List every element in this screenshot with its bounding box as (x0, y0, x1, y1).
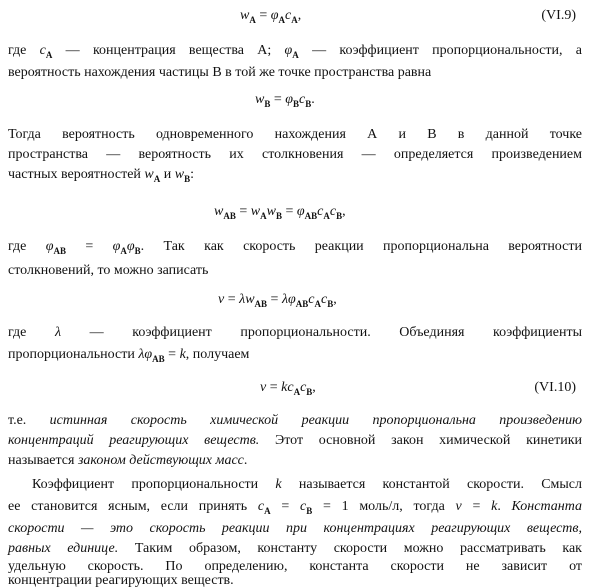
paragraph-line: пространства — вероятность их столкновения — определяется произведением (8, 147, 582, 162)
paragraph-line: концентрации реагирующих веществ. (8, 573, 234, 588)
paragraph-line: называется законом действующих масс. (8, 453, 248, 468)
equation-number-VI10: (VI.10) (534, 380, 576, 395)
paragraph-line: где λ — коэффициент пропорциональности. Объединяя коэффициенты (8, 325, 582, 340)
paragraph-line: где $\varphi_{AB} = \varphi_A\varphi_B$. Так как скорость реакции пропорциональна вероятности (8, 239, 582, 256)
paragraph-line: удельную скорость. По определению, константа скорости не зависит от (8, 559, 582, 574)
paragraph-line: вероятность нахождения частицы В в той же точке пространства равна (8, 65, 432, 80)
equation-number-VI9: (VI.9) (541, 8, 576, 23)
paragraph-line: пропорциональности $\lambda\varphi_{AB} = k$, получаем (8, 347, 250, 364)
paragraph-line: Тогда вероятность одновременного нахождения А и В в данной точке (8, 127, 582, 142)
paragraph-line: Коэффициент пропорциональности k называется константой скорости. Смысл (32, 477, 582, 492)
equation-wAB: $w_{AB} = w_Aw_B = \varphi_{AB}c_Ac_B$, (214, 204, 346, 221)
paragraph-line: ее становится ясным, если принять $c_A = c_B = 1$ моль/л, тогда v = k. Константа (8, 499, 582, 516)
paragraph-line: концентраций реагирующих веществ. Этот основной закон химической кинетики (8, 433, 582, 448)
paragraph-line: частных вероятностей $w_A$ и $w_B$: (8, 167, 194, 184)
paragraph-line: где $c_A$ — концентрация вещества А; $\varphi_A$ — коэффициент пропорциональности, а (8, 43, 583, 60)
equation-rate-lambda: $v = \lambda w_{AB} = \lambda\varphi_{AB}c_Ac_B$, (218, 292, 337, 309)
equation-wA: $w_A = \varphi_Ac_A$, (240, 8, 302, 25)
paragraph-line: скорости — это скорость реакции при концентрациях реагирующих веществ, (8, 521, 582, 536)
equation-rate-k: $v = kc_Ac_B$, (260, 380, 316, 397)
paragraph-line: т.е. истинная скорость химической реакции пропорциональна произведению (8, 413, 582, 428)
equation-wB: $w_B = \varphi_Bc_B$. (255, 92, 315, 109)
paragraph-line: столкновений, то можно записать (8, 263, 209, 278)
paragraph-line: равных единице. Таким образом, константу скорости можно рассматривать как (8, 541, 582, 556)
